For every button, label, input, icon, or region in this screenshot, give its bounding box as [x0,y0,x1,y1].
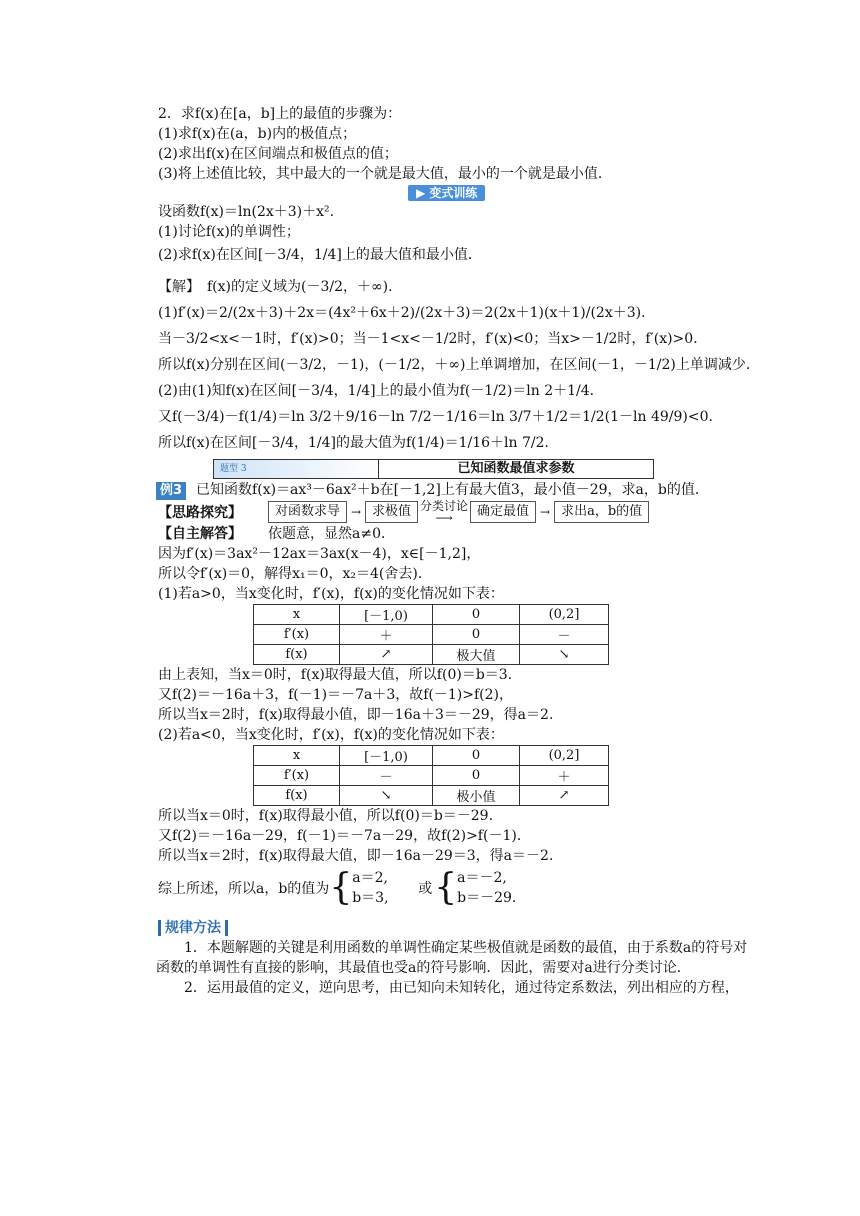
rules-title: 规律方法 [158,920,228,936]
answer-label: 【自主解答】 [158,526,242,542]
flow-arrow-text: 分类讨论 [420,499,469,513]
answer-line-4: 由上表知，当x＝0时，f(x)取得最大值，所以f(0)＝b＝3. [158,667,513,683]
rules-header [158,920,738,938]
variant-q1: (1)讨论f(x)的单调性； [158,224,300,240]
system-1 [352,868,416,908]
answer-line-9: 又f(2)＝－16a－29，f(－1)＝－7a－29，故f(2)>f(－1)． [158,828,531,844]
rules-paragraph-2: 2．运用最值的定义，逆向思考，由已知向未知转化，通过待定系数法，列出相应的方程， [184,980,739,996]
section-tag-number: 题型 3 [213,459,378,479]
table-cell: ↘ [340,786,433,806]
system-2-a: a＝－2, [457,870,507,886]
table-row [254,786,609,806]
answer-line-0: 依题意，显然a≠0． [268,526,395,542]
flow-arrow-labeled [418,500,470,524]
flow-step-4: 求出a，b的值 [554,501,649,523]
table-cell: [－1,0) [340,605,433,625]
table-cell: f(x) [254,786,340,806]
answer-line-1: 因为f′(x)＝3ax²－12ax＝3ax(x－4)，x∈[－1,2]， [158,546,481,562]
table-cell: ＋ [520,766,609,786]
left-brace-icon: { [434,867,458,908]
example-problem: 已知函数f(x)＝ax³－6ax²＋b在[－1,2]上有最大值3，最小值－29，求a，b的值． [196,482,709,498]
table-cell: 0 [433,746,520,766]
answer-line-3: (1)若a>0，当x变化时，f′(x)，f(x)的变化情况如下表： [158,586,504,602]
variant-banner: ▶ 变式训练 [408,185,485,201]
table-cell: ↗ [520,786,609,806]
variant-problem: 设函数f(x)＝ln(2x＋3)＋x². [158,204,335,220]
answer-line-2: 所以令f′(x)＝0，解得x₁＝0，x₂＝4(舍去)． [158,566,432,582]
answer-conclusion [158,866,738,910]
solution-line-1: 【解】 f(x)的定义域为(－3/2，＋∞)． [158,279,403,295]
thinking-label: 【思路探究】 [158,505,242,521]
table-cell: 极小值 [433,786,520,806]
step-1: (1)求f(x)在(a，b)内的极值点； [158,126,357,142]
example-label: 例3 [156,482,186,500]
step-2: (2)求出f(x)在区间端点和极值点的值； [158,146,398,162]
solution-line-3: 当－3/2<x<－1时，f′(x)>0；当－1<x<－1/2时，f′(x)<0；当x>－1/2时，f′(x)>0． [158,331,708,347]
system-1-b: b＝3, [352,890,389,906]
section-tag-title: 已知函数最值求参数 [378,459,654,479]
example-problem-row [156,480,738,500]
table-cell: [－1,0) [340,746,433,766]
step-3: (3)将上述值比较，其中最大的一个就是最大值，最小的一个就是最小值． [158,166,612,182]
flow-arrow-icon: → [350,505,362,519]
page-content [156,104,760,998]
table-cell: 0 [433,625,520,645]
table-cell: － [520,625,609,645]
answer-line-5: 又f(2)＝－16a＋3，f(－1)＝－7a＋3，故f(－1)>f(2)， [158,687,514,703]
table-row [254,746,609,766]
variation-table-2 [253,745,609,806]
left-brace-icon: { [329,867,353,908]
answer-line-6: 所以当x＝2时，f(x)取得最小值，即－16a＋3＝－29，得a＝2. [158,707,554,723]
answer-line-8: 所以当x＝0时，f(x)取得最小值，所以f(0)＝b＝－29. [158,808,494,824]
thinking-flow [158,500,738,524]
table-cell: ↗ [340,645,433,665]
flow-step-2: 求极值 [365,501,418,523]
table-cell: x [254,605,340,625]
solution-line-5: (2)由(1)知f(x)在区间[－3/4，1/4]上的最小值为f(－1/2)＝ln 2＋1/4． [158,383,604,399]
table-cell: f′(x) [254,625,340,645]
table-cell: ＋ [340,625,433,645]
rules-paragraph-1: 1．本题解题的关键是利用函数的单调性确定某些极值就是函数的最值，由于系数a的符号对函数的单调性有直接的影响，其最值也受a的符号影响．因此，需要对a进行分类讨论． [156,940,748,976]
flow-arrow-icon: → [540,505,551,519]
steps-title: 2．求f(x)在[a，b]上的最值的步骤为： [158,106,402,122]
solution-line-2: (1)f′(x)＝2/(2x＋3)＋2x＝(4x²＋6x＋2)/(2x＋3)＝2(2x＋1)(x＋1)/(2x＋3)． [158,305,656,321]
table-cell: x [254,746,340,766]
answer-line-7: (2)若a<0，当x变化时，f′(x)，f(x)的变化情况如下表： [158,727,504,743]
system-2-b: b＝－29. [457,890,517,906]
flow-step-3: 确定最值 [470,501,536,523]
table-row [254,645,609,665]
table-cell: f′(x) [254,766,340,786]
solution-line-4: 所以f(x)分别在区间(－3/2，－1)，(－1/2，＋∞)上单调增加，在区间(－1，－1/2)上单调减少． [158,357,760,373]
flow-arrow-icon: ⟶ [435,511,453,525]
table-cell: (0,2] [520,746,609,766]
table-cell: 0 [433,766,520,786]
variation-table-1 [253,604,609,665]
table-row [254,766,609,786]
table-cell: － [340,766,433,786]
table-cell: (0,2] [520,605,609,625]
solution-line-7: 所以f(x)在区间[－3/4，1/4]的最大值为f(1/4)＝1/16＋ln 7/2． [158,435,559,451]
flow-step-1: 对函数求导 [268,501,347,523]
conclusion-prefix: 综上所述，所以a，b的值为 [158,881,330,897]
answer-intro [158,524,738,544]
or-text: 或 [418,881,433,897]
section-tag [213,458,738,480]
variant-banner-row [158,184,738,202]
table-row [254,625,609,645]
table-cell: ↘ [520,645,609,665]
variant-banner-label: 变式训练 [429,186,478,200]
table-cell: f(x) [254,645,340,665]
system-1-a: a＝2, [352,870,388,886]
variant-q2: (2)求f(x)在区间[－3/4，1/4]上的最大值和最小值． [158,247,482,263]
answer-line-10: 所以当x＝2时，f(x)取得最大值，即－16a－29＝3，得a＝－2. [158,848,554,864]
table-cell: 0 [433,605,520,625]
system-2 [457,868,516,908]
solution-line-6: 又f(－3/4)－f(1/4)＝ln 3/2＋9/16－ln 7/2－1/16＝ln 3/7＋1/2＝1/2(1－ln 49/9)<0． [158,409,723,425]
table-row [254,605,609,625]
table-cell: 极大值 [433,645,520,665]
